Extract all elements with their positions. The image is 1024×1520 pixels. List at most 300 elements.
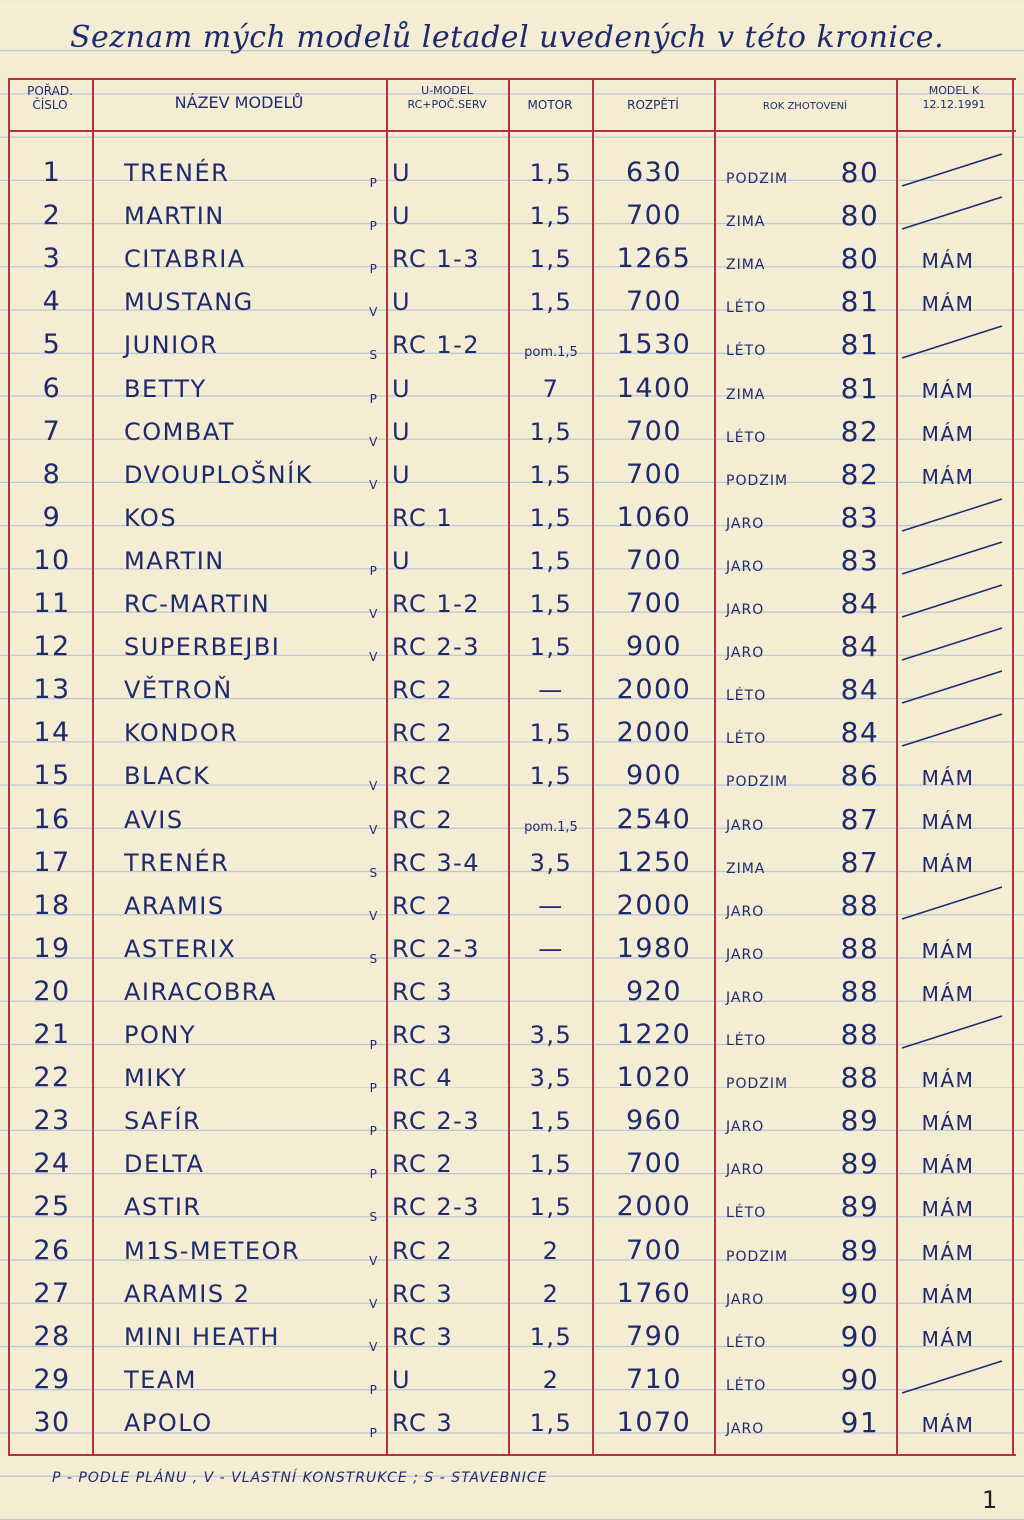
motor-size: —: [538, 891, 564, 920]
source-mark: V: [369, 1339, 379, 1354]
strike-mark: [900, 885, 1004, 921]
wingspan: 2000: [616, 674, 692, 706]
season: JARO: [726, 989, 765, 1006]
source-mark: V: [369, 1253, 379, 1268]
table-row: [0, 969, 1024, 1012]
source-mark: P: [369, 1038, 379, 1052]
motor-size: 1,5: [529, 633, 573, 662]
strike-mark: [900, 583, 1004, 619]
year: 89: [840, 1147, 880, 1181]
page-number: 1: [982, 1486, 998, 1514]
strike-mark: [900, 669, 1004, 705]
wingspan: 2000: [616, 717, 692, 749]
model-name: MINI HEATH: [124, 1322, 280, 1351]
header-span: ROZPĚTÍ: [627, 98, 679, 112]
owned-status: MÁM: [921, 1111, 975, 1136]
model-name: MIKY: [124, 1064, 188, 1093]
strike-mark: [900, 1359, 1004, 1395]
year: 88: [840, 974, 880, 1008]
owned-status: MÁM: [921, 1068, 975, 1093]
strike-mark: [900, 497, 1004, 533]
season: PODZIM: [726, 774, 789, 791]
model-type: U: [392, 288, 412, 317]
row-number: 25: [33, 1191, 71, 1223]
strike-mark: [900, 324, 1004, 360]
table-row: [0, 1098, 1024, 1141]
wingspan: 2000: [616, 889, 692, 921]
motor-size: 1,5: [529, 503, 573, 532]
season: JARO: [726, 903, 765, 920]
source-mark: V: [369, 434, 379, 449]
row-number: 15: [33, 760, 71, 792]
row-number: 28: [33, 1320, 71, 1352]
source-mark: S: [369, 951, 379, 966]
source-mark: S: [369, 348, 379, 363]
year: 87: [840, 802, 880, 836]
model-type: RC 3: [392, 1322, 454, 1351]
season: ZIMA: [726, 257, 766, 274]
row-number: 30: [33, 1406, 71, 1438]
owned-status: MÁM: [921, 464, 975, 489]
model-type: RC 3: [392, 1021, 454, 1049]
row-number: 18: [33, 889, 71, 921]
model-type: U: [392, 417, 412, 446]
row-number: 9: [42, 501, 62, 533]
wingspan: 1980: [616, 932, 692, 964]
season: PODZIM: [726, 472, 789, 489]
owned-status: MÁM: [921, 1283, 975, 1308]
season: JARO: [726, 602, 765, 618]
year: 82: [840, 414, 880, 448]
model-name: RC-MARTIN: [124, 590, 271, 618]
model-type: RC 3: [392, 977, 454, 1006]
motor-size: 1,5: [529, 1322, 573, 1351]
model-type: U: [392, 460, 412, 489]
year: 90: [840, 1362, 880, 1396]
year: 90: [840, 1276, 880, 1310]
source-mark: P: [369, 262, 379, 277]
model-type: RC 3: [392, 1408, 454, 1437]
table-row: [0, 926, 1024, 969]
year: 89: [840, 1104, 880, 1138]
table-row: [0, 1184, 1024, 1227]
model-name: CITABRIA: [124, 245, 246, 274]
row-number: 12: [33, 631, 71, 663]
owned-status: MÁM: [921, 981, 975, 1006]
legend-footnote: P - PODLE PLÁNU , V - VLASTNÍ KONSTRUKCE ; S - STAVEBNICE: [52, 1470, 548, 1486]
model-name: TRENÉR: [124, 159, 230, 187]
source-mark: V: [369, 607, 379, 621]
row-number: 21: [33, 1019, 71, 1050]
season: PODZIM: [726, 171, 789, 187]
model-name: TEAM: [124, 1365, 197, 1394]
season: LÉTO: [726, 1334, 767, 1351]
table-row: [0, 1314, 1024, 1357]
wingspan: 1070: [616, 1406, 692, 1438]
model-name: MARTIN: [124, 202, 225, 231]
motor-size: 7: [542, 374, 560, 403]
season: LÉTO: [726, 731, 767, 748]
year: 88: [840, 1018, 880, 1051]
motor-size: pom.1,5: [524, 345, 578, 361]
season: JARO: [726, 515, 765, 532]
model-name: SUPERBEJBI: [124, 633, 281, 662]
strike-mark: [900, 195, 1004, 231]
model-type: RC 1-3: [392, 245, 481, 274]
year: 81: [840, 328, 880, 362]
wingspan: 790: [625, 1320, 683, 1352]
owned-status: MÁM: [921, 809, 975, 834]
motor-size: 1,5: [529, 1193, 573, 1222]
model-type: RC 2: [392, 762, 454, 791]
owned-status: MÁM: [921, 249, 975, 274]
season: PODZIM: [726, 1076, 789, 1093]
table-row: [0, 710, 1024, 753]
motor-size: 1,5: [529, 202, 573, 231]
motor-size: 1,5: [529, 417, 573, 446]
model-type: RC 2-3: [392, 1107, 481, 1136]
table-row: [0, 1400, 1024, 1443]
table-row: [0, 1357, 1024, 1400]
owned-status: MÁM: [921, 1412, 975, 1437]
wingspan: 920: [625, 975, 683, 1007]
row-number: 24: [33, 1148, 71, 1180]
season: JARO: [726, 645, 765, 662]
owned-status: MÁM: [921, 421, 975, 446]
motor-size: 1,5: [529, 460, 573, 489]
source-mark: V: [369, 779, 379, 794]
row-number: 5: [42, 329, 62, 361]
model-name: TRENÉR: [124, 848, 230, 877]
wingspan: 2000: [616, 1191, 692, 1223]
season: LÉTO: [726, 429, 767, 446]
model-type: RC 1: [392, 503, 454, 532]
row-number: 20: [33, 975, 71, 1007]
motor-size: —: [538, 934, 564, 963]
table-row: [0, 581, 1024, 624]
motor-size: 1,5: [529, 719, 573, 748]
season: ZIMA: [726, 214, 766, 231]
strike-mark: [900, 626, 1004, 662]
year: 90: [840, 1319, 880, 1353]
model-type: RC 1-2: [392, 590, 481, 618]
model-name: ARAMIS 2: [124, 1279, 251, 1308]
source-mark: P: [369, 1425, 379, 1440]
year: 81: [840, 285, 880, 319]
model-type: RC 2-3: [392, 633, 481, 662]
year: 80: [840, 199, 880, 233]
header-year-made: ROK ZHOTOVENÍ: [762, 101, 848, 112]
model-name: MARTIN: [124, 546, 225, 575]
motor-size: 3,5: [529, 848, 573, 877]
table-row: [0, 322, 1024, 365]
row-number: 29: [33, 1363, 71, 1395]
year: 84: [840, 673, 880, 707]
model-type: RC 2: [392, 1236, 454, 1265]
strike-mark: [900, 540, 1004, 576]
motor-size: 3,5: [529, 1021, 573, 1049]
source-mark: P: [369, 176, 379, 190]
season: LÉTO: [726, 1205, 767, 1222]
owned-status: MÁM: [921, 766, 975, 791]
model-type: RC 4: [392, 1064, 454, 1093]
model-name: BETTY: [124, 374, 207, 403]
year: 82: [840, 457, 880, 491]
model-name: KONDOR: [124, 719, 239, 748]
source-mark: V: [369, 908, 379, 923]
model-name: VĚTROŇ: [124, 676, 233, 705]
owned-status: MÁM: [921, 292, 975, 317]
table-row: [0, 409, 1024, 452]
model-type: U: [392, 202, 412, 231]
row-number: 19: [33, 932, 71, 964]
model-type: RC 2: [392, 805, 454, 834]
season: JARO: [726, 817, 765, 834]
wingspan: 1400: [616, 372, 692, 404]
owned-status: MÁM: [921, 1154, 975, 1179]
table-row: [0, 193, 1024, 236]
table-row: [0, 452, 1024, 495]
row-number: 10: [33, 544, 71, 576]
year: 88: [840, 888, 880, 922]
season: LÉTO: [726, 688, 767, 705]
row-number: 17: [33, 846, 71, 878]
wingspan: 2540: [616, 803, 692, 835]
row-number: 16: [33, 803, 71, 835]
model-name: ASTIR: [124, 1193, 202, 1222]
source-mark: P: [369, 1124, 379, 1139]
motor-size: 1,5: [529, 245, 573, 274]
model-name: JUNIOR: [124, 331, 219, 360]
model-name: M1S-METEOR: [124, 1236, 301, 1265]
motor-size: 1,5: [529, 159, 573, 187]
model-name: AIRACOBRA: [124, 977, 277, 1006]
table-row: [0, 624, 1024, 667]
source-mark: V: [369, 305, 379, 320]
year: 80: [840, 242, 880, 276]
season: LÉTO: [726, 1033, 767, 1049]
row-number: 13: [33, 674, 71, 706]
year: 80: [840, 156, 880, 189]
wingspan: 1060: [616, 501, 692, 533]
table-row: [0, 1271, 1024, 1314]
model-type: U: [392, 159, 412, 187]
row-number: 22: [33, 1062, 71, 1094]
wingspan: 700: [625, 1148, 683, 1180]
wingspan: 700: [625, 1234, 683, 1266]
wingspan: 700: [625, 415, 683, 447]
header-motor: MOTOR: [527, 98, 573, 112]
year: 89: [840, 1233, 880, 1267]
row-number: 11: [33, 588, 71, 619]
row-number: 6: [42, 372, 62, 404]
year: 91: [840, 1405, 880, 1439]
season: PODZIM: [726, 1248, 789, 1265]
table-row: [0, 1141, 1024, 1184]
year: 88: [840, 1061, 880, 1095]
wingspan: 710: [625, 1363, 683, 1395]
year: 86: [840, 759, 880, 793]
year: 87: [840, 845, 880, 879]
owned-status: MÁM: [921, 378, 975, 403]
owned-status: MÁM: [921, 1197, 975, 1222]
motor-size: 3,5: [529, 1064, 573, 1093]
motor-size: 1,5: [529, 288, 573, 317]
row-number: 27: [33, 1277, 71, 1309]
wingspan: 900: [625, 631, 683, 663]
row-number: 14: [33, 717, 71, 749]
season: JARO: [726, 1291, 765, 1308]
source-mark: V: [369, 1296, 379, 1311]
strike-mark: [900, 152, 1004, 188]
model-type: RC 2: [392, 891, 454, 920]
season: JARO: [726, 558, 765, 575]
header-type: U-MODEL RC+POČ.SERV: [407, 84, 487, 111]
model-name: DVOUPLOŠNÍK: [124, 460, 313, 489]
year: 83: [840, 543, 880, 577]
motor-size: —: [538, 676, 564, 705]
page-title: Seznam mých modelů letadel uvedených v této kronice.: [70, 20, 945, 55]
wingspan: 960: [625, 1105, 683, 1137]
table-row: [0, 366, 1024, 409]
table-row: [0, 667, 1024, 710]
model-type: U: [392, 374, 412, 403]
season: LÉTO: [726, 343, 767, 360]
source-mark: P: [369, 563, 379, 578]
model-type: RC 2: [392, 1150, 454, 1179]
source-mark: S: [369, 1210, 379, 1225]
year: 88: [840, 931, 880, 965]
wingspan: 1250: [616, 846, 692, 878]
season: LÉTO: [726, 1377, 767, 1394]
model-type: RC 3: [392, 1279, 454, 1308]
source-mark: P: [369, 1167, 379, 1182]
model-name: DELTA: [124, 1150, 205, 1179]
model-name: PONY: [124, 1021, 196, 1049]
model-name: ARAMIS: [124, 891, 225, 920]
year: 83: [840, 500, 880, 534]
source-mark: S: [369, 865, 379, 880]
table-row: [0, 236, 1024, 279]
source-mark: V: [369, 822, 379, 837]
source-mark: P: [369, 391, 379, 406]
row-number: 1: [42, 157, 62, 188]
table-row: [0, 279, 1024, 322]
table-row: [0, 1055, 1024, 1098]
source-mark: V: [369, 477, 379, 492]
year: 84: [840, 587, 880, 620]
source-mark: V: [369, 650, 379, 665]
owned-status: MÁM: [921, 938, 975, 963]
motor-size: 2: [542, 1365, 560, 1394]
model-type: RC 1-2: [392, 331, 481, 360]
owned-status: MÁM: [921, 1240, 975, 1265]
model-type: U: [392, 1365, 412, 1394]
season: JARO: [726, 946, 765, 963]
season: LÉTO: [726, 300, 767, 317]
motor-size: 1,5: [529, 762, 573, 791]
owned-status: MÁM: [921, 852, 975, 877]
row-number: 26: [33, 1234, 71, 1266]
model-name: AVIS: [124, 805, 184, 834]
table-top-border: [8, 78, 1016, 80]
table-row: [0, 495, 1024, 538]
motor-size: 1,5: [529, 1408, 573, 1437]
model-type: U: [392, 546, 412, 575]
source-mark: P: [369, 1382, 379, 1397]
model-name: BLACK: [124, 762, 211, 791]
motor-size: 1,5: [529, 1107, 573, 1136]
model-type: RC 2-3: [392, 934, 481, 963]
motor-size: 1,5: [529, 590, 573, 618]
model-name: SAFÍR: [124, 1107, 202, 1136]
wingspan: 630: [625, 157, 683, 188]
owned-status: MÁM: [921, 1326, 975, 1351]
wingspan: 1760: [616, 1277, 692, 1309]
table-row: [0, 1228, 1024, 1271]
model-name: ASTERIX: [124, 934, 237, 963]
model-type: RC 2-3: [392, 1193, 481, 1222]
year: 84: [840, 716, 880, 750]
strike-mark: [900, 712, 1004, 748]
wingspan: 1265: [616, 243, 692, 275]
motor-size: 1,5: [529, 1150, 573, 1179]
wingspan: 1530: [616, 329, 692, 361]
table-row: [0, 150, 1024, 193]
model-type: RC 2: [392, 676, 454, 705]
wingspan: 900: [625, 760, 683, 792]
model-type: RC 2: [392, 719, 454, 748]
wingspan: 700: [625, 286, 683, 318]
wingspan: 1020: [616, 1062, 692, 1094]
motor-size: 2: [542, 1236, 560, 1265]
year: 84: [840, 630, 880, 664]
wingspan: 700: [625, 588, 683, 619]
table-row: [0, 840, 1024, 883]
strike-mark: [900, 1014, 1004, 1050]
model-name: APOLO: [124, 1408, 213, 1437]
header-bottom-border: [8, 130, 1016, 132]
row-number: 2: [42, 200, 62, 232]
header-number: POŘAD. ČÍSLO: [27, 84, 73, 112]
wingspan: 700: [625, 544, 683, 576]
wingspan: 700: [625, 458, 683, 490]
motor-size: 1,5: [529, 546, 573, 575]
motor-size: pom.1,5: [524, 819, 578, 835]
model-name: MUSTANG: [124, 288, 254, 317]
model-name: COMBAT: [124, 417, 236, 446]
table-row: [0, 797, 1024, 840]
season: ZIMA: [726, 860, 766, 877]
season: JARO: [726, 1162, 765, 1179]
row-number: 7: [42, 415, 62, 447]
table-row: [0, 883, 1024, 926]
season: ZIMA: [726, 386, 766, 403]
season: JARO: [726, 1420, 765, 1437]
table-bottom-border: [8, 1454, 1016, 1456]
year: 89: [840, 1190, 880, 1224]
wingspan: 1220: [616, 1019, 692, 1050]
wingspan: 700: [625, 200, 683, 232]
model-type: RC 3-4: [392, 848, 481, 877]
row-number: 8: [42, 458, 62, 490]
model-name: KOS: [124, 503, 178, 532]
header-owned: MODEL K 12.12.1991: [922, 84, 986, 111]
table-row: [0, 538, 1024, 581]
source-mark: P: [369, 1081, 379, 1096]
row-number: 3: [42, 243, 62, 275]
motor-size: 2: [542, 1279, 560, 1308]
